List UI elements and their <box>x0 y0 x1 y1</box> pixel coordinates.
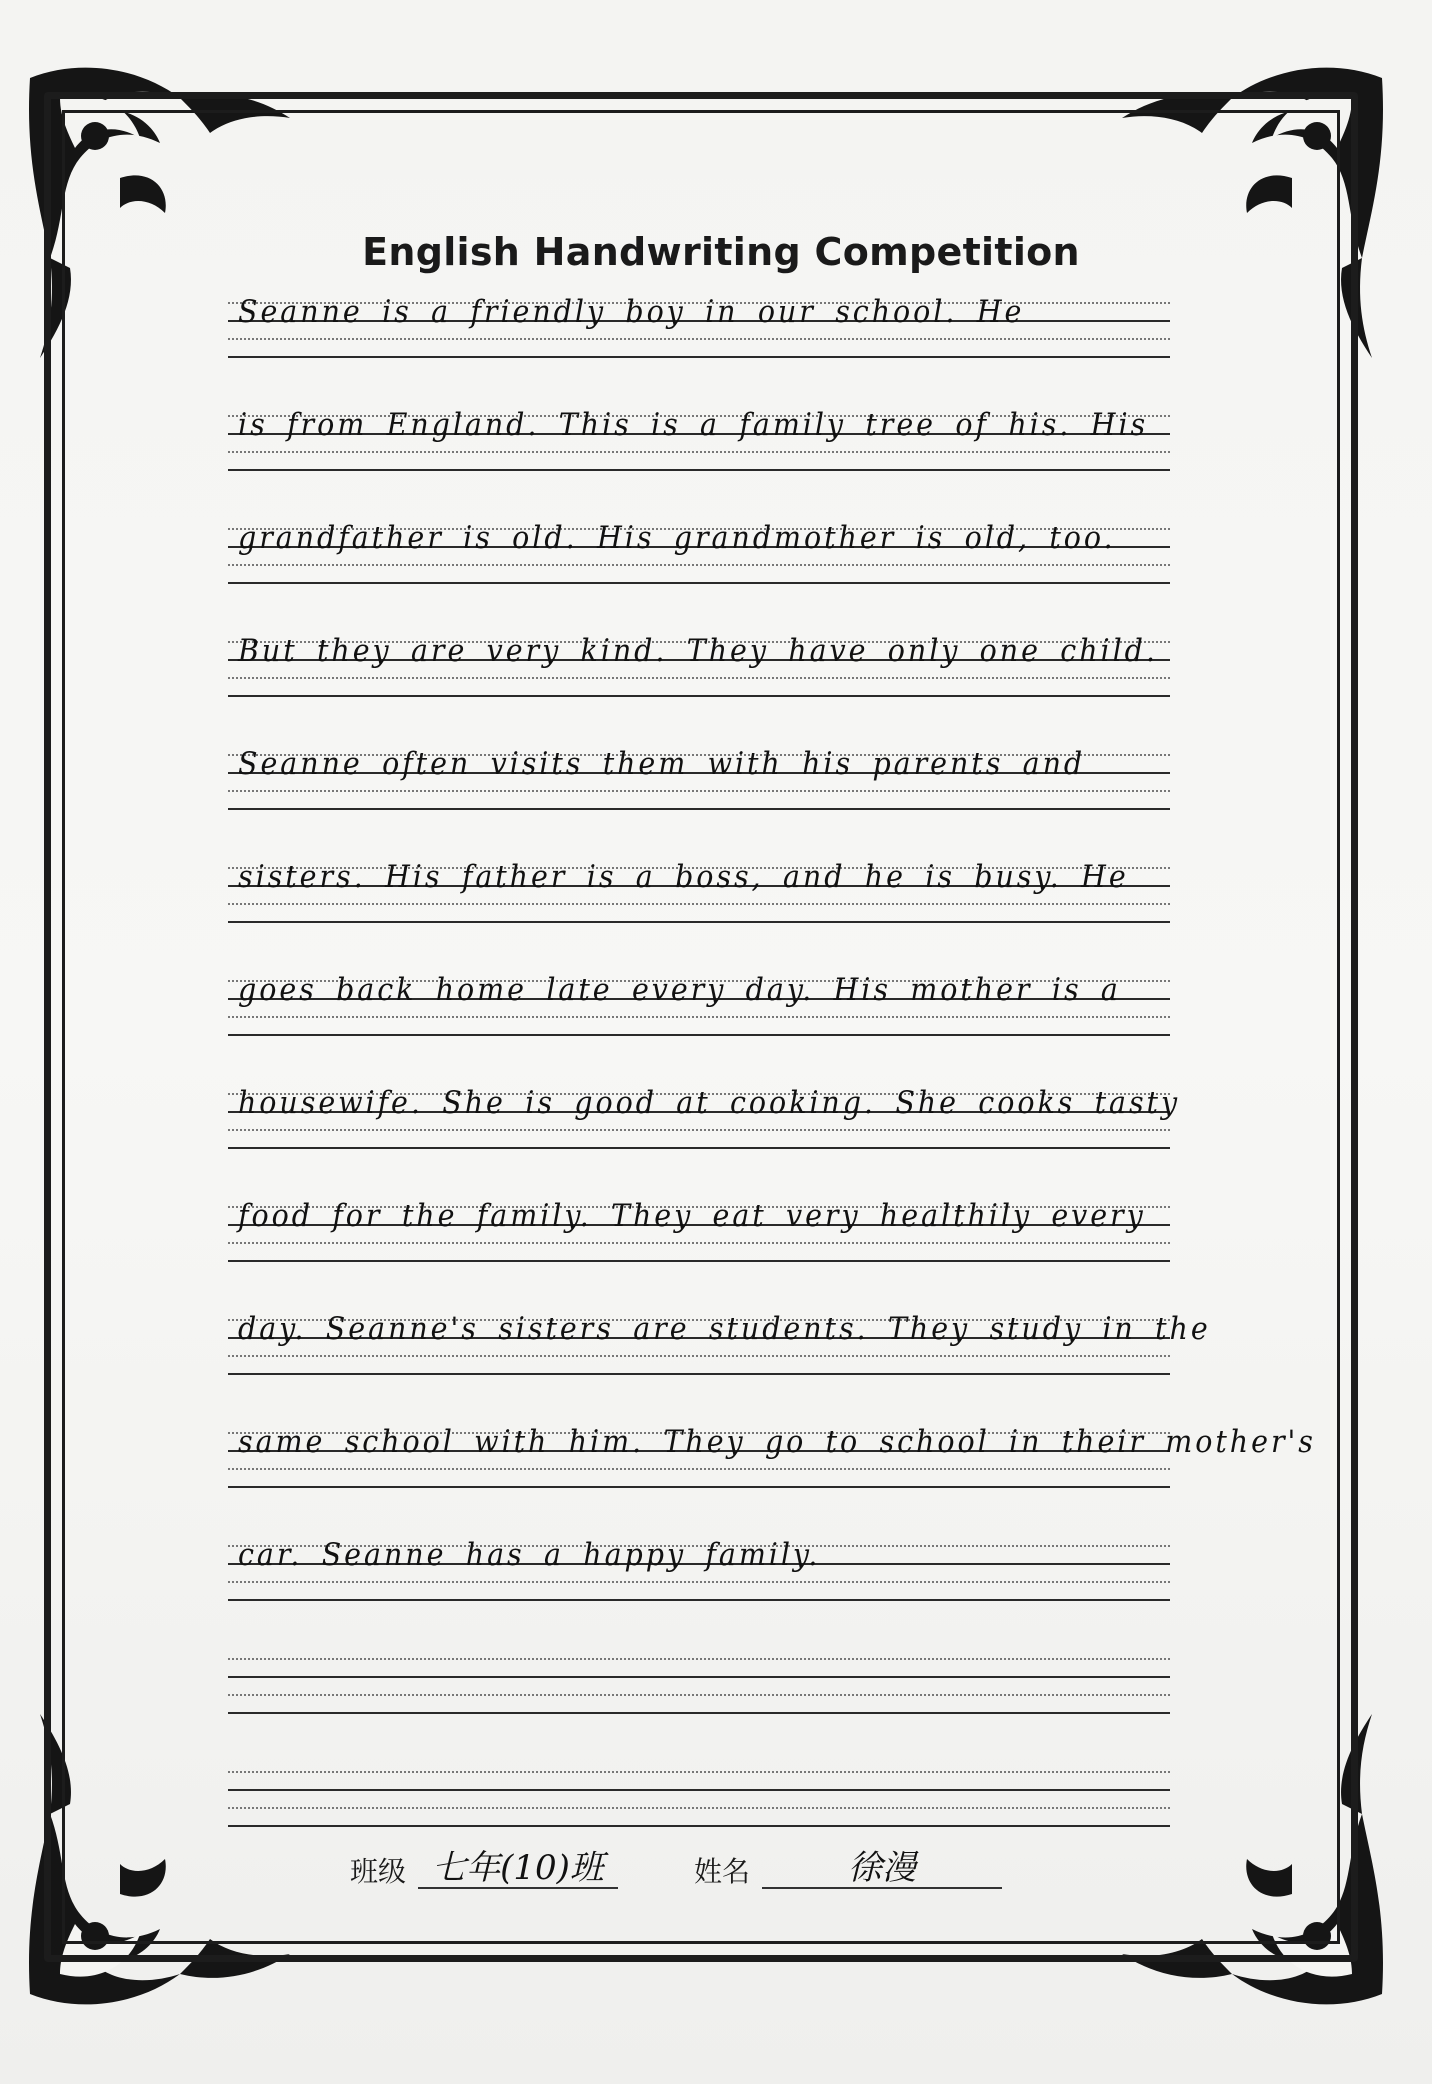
handwritten-line: But they are very kind. They have only one child. <box>238 633 1158 669</box>
ruled-line <box>228 1468 1170 1470</box>
ruled-line <box>228 921 1170 923</box>
ruled-line <box>228 903 1170 905</box>
ruled-line <box>228 677 1170 679</box>
ruled-line <box>228 564 1170 566</box>
handwritten-line: day. Seanne's sisters are students. They study in the <box>238 1311 1211 1347</box>
ruled-line <box>228 1147 1170 1149</box>
handwritten-line: Seanne often visits them with his parents and <box>238 746 1086 782</box>
handwritten-line: goes back home late every day. His mother is a <box>238 972 1121 1008</box>
ruled-line <box>228 1676 1170 1678</box>
ruled-line <box>228 790 1170 792</box>
name-value: 徐漫 <box>848 1848 916 1888</box>
handwritten-line: Seanne is a friendly boy in our school. He <box>238 294 1025 330</box>
ruled-line <box>228 1034 1170 1036</box>
ruled-line <box>228 695 1170 697</box>
ruled-line <box>228 451 1170 453</box>
writing-row <box>228 744 1170 857</box>
handwritten-line: is from England. This is a family tree of his. His <box>238 407 1149 443</box>
ruled-line <box>228 1789 1170 1791</box>
writing-row <box>228 970 1170 1083</box>
ruled-line <box>228 338 1170 340</box>
ruled-line <box>228 1373 1170 1375</box>
ruled-line <box>228 1355 1170 1357</box>
writing-row <box>228 1309 1211 1422</box>
ruled-line <box>228 1599 1170 1601</box>
writing-row <box>228 518 1170 631</box>
writing-row <box>228 1083 1181 1196</box>
ruled-line <box>228 356 1170 358</box>
ruled-line <box>228 1242 1170 1244</box>
handwritten-line: grandfather is old. His grandmother is old, too. <box>238 520 1116 556</box>
ruled-line <box>228 1825 1170 1827</box>
ruled-line <box>228 1658 1170 1660</box>
page-title: English Handwriting Competition <box>362 230 1080 274</box>
ruled-line <box>228 1486 1170 1488</box>
handwritten-line: car. Seanne has a happy family. <box>238 1537 821 1573</box>
name-underline <box>762 1887 1002 1889</box>
writing-row <box>228 405 1170 518</box>
writing-row <box>228 631 1170 744</box>
student-info <box>0 1840 1432 1900</box>
writing-row <box>228 292 1170 405</box>
writing-row <box>228 1196 1170 1309</box>
ruled-line <box>228 1807 1170 1809</box>
ruled-line <box>228 1260 1170 1262</box>
ruled-line <box>228 1129 1170 1131</box>
handwritten-line: same school with him. They go to school in their mother's <box>238 1424 1316 1460</box>
ruled-line <box>228 1712 1170 1714</box>
writing-row <box>228 1535 1170 1648</box>
handwritten-line: food for the family. They eat very healthily every <box>238 1198 1146 1234</box>
writing-row <box>228 1648 1170 1761</box>
ruled-line <box>228 582 1170 584</box>
writing-row <box>228 857 1170 970</box>
class-value: 七年(10)班 <box>432 1848 604 1888</box>
handwriting-lines <box>228 292 1316 1874</box>
class-label: 班级 <box>350 1855 407 1888</box>
class-underline <box>418 1887 618 1889</box>
ruled-line <box>228 1016 1170 1018</box>
ruled-line <box>228 469 1170 471</box>
ruled-line <box>228 1581 1170 1583</box>
writing-row <box>228 1422 1316 1535</box>
ruled-line <box>228 1771 1170 1773</box>
ruled-line <box>228 808 1170 810</box>
name-label: 姓名 <box>694 1855 751 1888</box>
handwritten-line: housewife. She is good at cooking. She cooks tasty <box>238 1085 1181 1121</box>
ruled-line <box>228 1694 1170 1696</box>
handwritten-line: sisters. His father is a boss, and he is busy. He <box>238 859 1129 895</box>
